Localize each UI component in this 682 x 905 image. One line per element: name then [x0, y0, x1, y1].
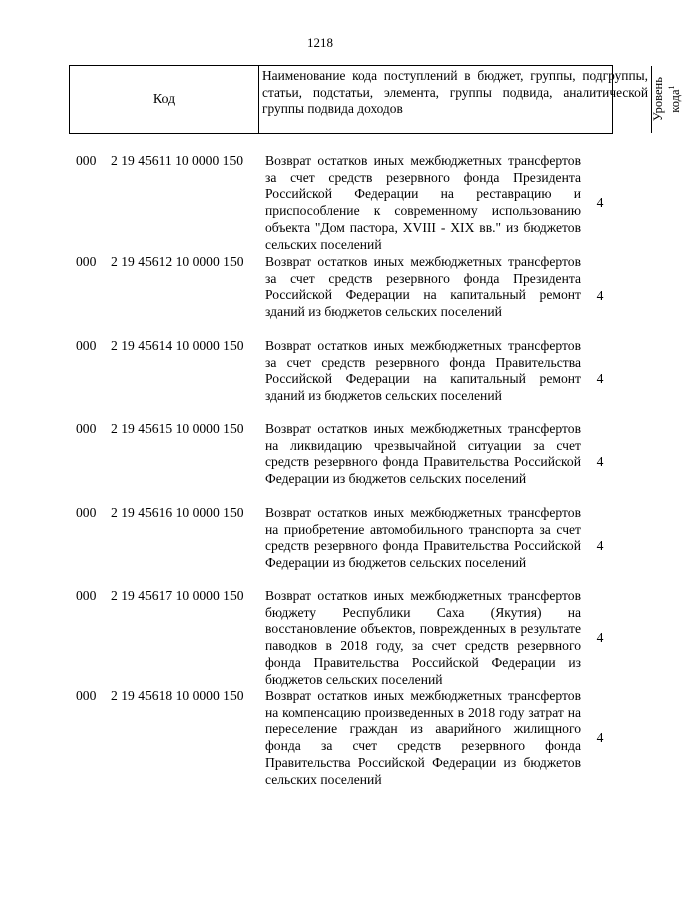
income-code: 2 19 45616 10 0000 150 [111, 505, 244, 520]
page-number: 1218 [307, 35, 333, 50]
header-code-cell [70, 66, 259, 133]
income-name: Возврат остатков иных межбюджетных трансфертов бюджету Республики Саха (Якутия) на восстановление объектов, поврежденных в результате паводков в 2018 году, за счет средств резервного фонда Правительства Российской Федерации из бюджетов сельских поселений [265, 588, 581, 687]
income-name: Возврат остатков иных межбюджетных трансфертов за счет средств резервного фонда Президента Российской Федерации на капитальный ремонт зданий из бюджетов сельских поселений [265, 254, 581, 320]
header-level-label [652, 77, 682, 121]
admin-code: 000 [76, 254, 97, 269]
code-level: 4 [596, 730, 604, 745]
code-level: 4 [596, 454, 604, 469]
header-name-cell [259, 66, 652, 133]
income-code: 2 19 45611 10 0000 150 [111, 153, 244, 168]
income-name: Возврат остатков иных межбюджетных трансфертов на приобретение автомобильного транспорта за счет средств резервного фонда Правительства Российской Федерации из бюджетов сельских поселений [265, 505, 581, 571]
admin-code: 000 [76, 421, 97, 436]
table-header [69, 65, 682, 134]
code-level: 4 [596, 195, 604, 210]
header-level-footnote: 1 [666, 85, 676, 90]
header-name-label: Наименование кода поступлений в бюджет, группы, подгруппы, статьи, подстатьи, элемента, группы подвида, аналитической группы подвида доходов [262, 68, 648, 116]
admin-code: 000 [76, 505, 97, 520]
income-code: 2 19 45617 10 0000 150 [111, 588, 244, 603]
admin-code: 000 [76, 153, 97, 168]
code-level: 4 [596, 538, 604, 553]
admin-code: 000 [76, 688, 97, 703]
income-code: 2 19 45612 10 0000 150 [111, 254, 244, 269]
admin-code: 000 [76, 588, 97, 603]
header-level-cell [652, 66, 682, 133]
income-name: Возврат остатков иных межбюджетных трансфертов на компенсацию произведенных в 2018 году затрат на переселение граждан из аварийного жилищного фонда за счет средств резервного фонда Правительства Российской Федерации из бюджетов сельских поселений [265, 688, 581, 787]
income-name: Возврат остатков иных межбюджетных трансфертов на ликвидацию чрезвычайной ситуации за счет средств резервного фонда Правительства Российской Федерации из бюджетов сельских поселений [265, 421, 581, 487]
income-code: 2 19 45614 10 0000 150 [111, 338, 244, 353]
income-code: 2 19 45618 10 0000 150 [111, 688, 244, 703]
income-name: Возврат остатков иных межбюджетных трансфертов за счет средств резервного фонда Президента Российской Федерации на реставрацию и приспособление к современному использованию объекта "Дом пастора, XVIII - XIX вв." из бюджетов сельских поселений [265, 153, 581, 252]
header-code-label: Код [152, 91, 176, 107]
header-level-line2 [665, 77, 682, 121]
header-level-line2-text: кода [668, 89, 682, 114]
income-name: Возврат остатков иных межбюджетных трансфертов за счет средств резервного фонда Правительства Российской Федерации на капитальный ремонт зданий из бюджетов сельских поселений [265, 338, 581, 404]
code-level: 4 [596, 288, 604, 303]
code-level: 4 [596, 630, 604, 645]
income-code: 2 19 45615 10 0000 150 [111, 421, 244, 436]
header-level-line1: Уровень [650, 77, 665, 122]
code-level: 4 [596, 371, 604, 386]
admin-code: 000 [76, 338, 97, 353]
